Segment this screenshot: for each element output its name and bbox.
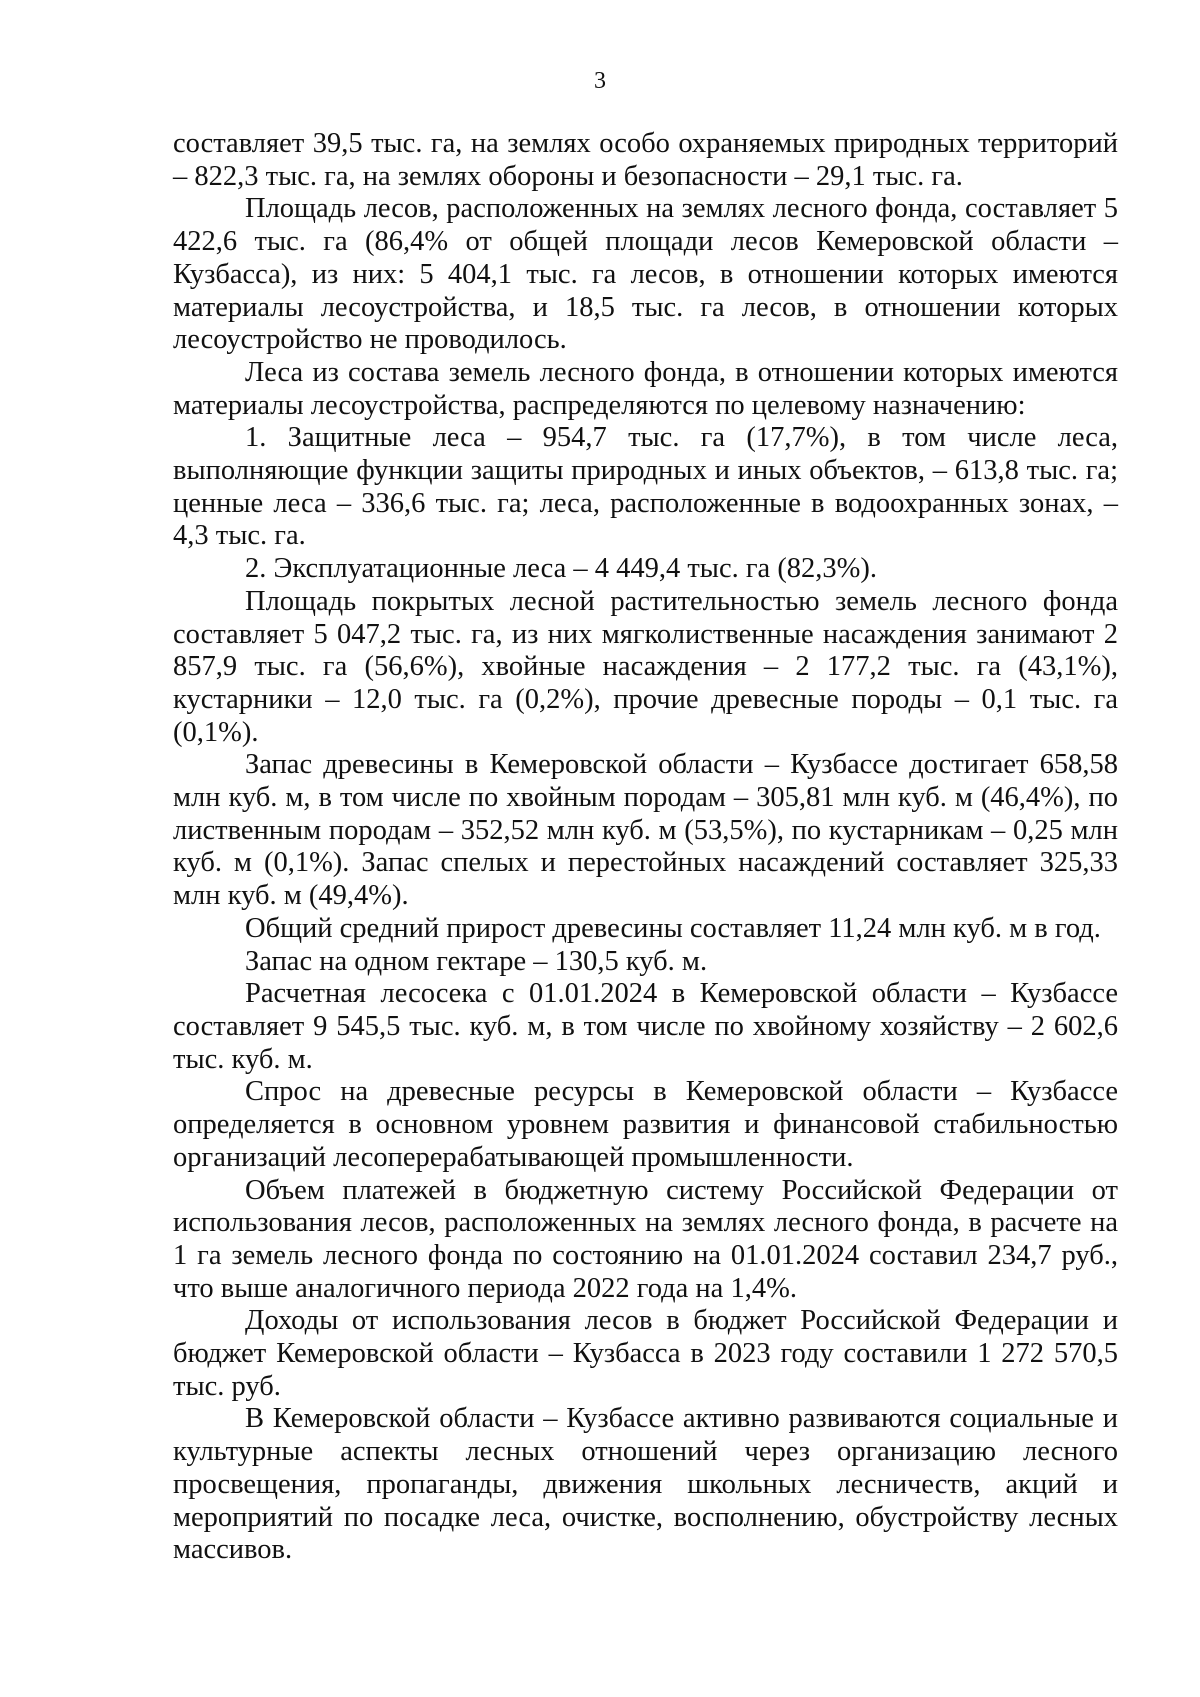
paragraph-timber-demand: Спрос на древесные ресурсы в Кемеровской области – Кузбассе определяется в основном уровнем развития и финансовой стабильностью организаций лесоперерабатывающей промышленности. bbox=[173, 1076, 1118, 1173]
paragraph-budget-payments: Объем платежей в бюджетную систему Российской Федерации от использования лесов, расположенных на землях лесного фонда, в расчете на 1 га земель лесного фонда по состоянию на 01.01.2024 составил 234,7 руб., что выше аналогичного периода 2022 года на 1,4%. bbox=[173, 1174, 1118, 1304]
page-number: 3 bbox=[594, 68, 606, 94]
paragraph-allowable-cut: Расчетная лесосека с 01.01.2024 в Кемеровской области – Кузбассе составляет 9 545,5 тыс. куб. м, в том числе по хвойному хозяйству – 2 602,6 тыс. куб. м. bbox=[173, 978, 1118, 1075]
paragraph-annual-growth: Общий средний прирост древесины составляет 11,24 млн куб. м в год. bbox=[245, 912, 1101, 944]
paragraph-protective-forests: 1. Защитные леса – 954,7 тыс. га (17,7%), в том числе леса, выполняющие функции защиты природных и иных объектов, – 613,8 тыс. га; ценные леса – 336,6 тыс. га; леса, расположенные в водоохранных зонах, – 4,3 тыс. га. bbox=[173, 422, 1118, 552]
paragraph-timber-stock: Запас древесины в Кемеровской области – Кузбассе достигает 658,58 млн куб. м, в том числе по хвойным породам – 305,81 млн куб. м (46,4%), по лиственным породам – 352,52 млн куб. м (53,5%), по кустарникам – 0,25 млн куб. м (0,1%). Запас спелых и перестойных насаждений составляет 325,33 млн куб. м (49,4%). bbox=[173, 749, 1118, 912]
paragraph-social-aspects: В Кемеровской области – Кузбассе активно развиваются социальные и культурные аспекты лесных отношений через организацию лесного просвещения, пропаганды, движения школьных лесничеств, акций и мероприятий по посадке леса, очистке, восполнению, обустройству лесных массивов. bbox=[173, 1403, 1118, 1566]
paragraph-forest-income: Доходы от использования лесов в бюджет Российской Федерации и бюджет Кемеровской области – Кузбасса в 2023 году составили 1 272 570,5 тыс. руб. bbox=[173, 1305, 1118, 1402]
paragraph-purpose-intro: Леса из состава земель лесного фонда, в отношении которых имеются материалы лесоустройства, распределяются по целевому назначению: bbox=[173, 356, 1118, 421]
paragraph-production-forests: 2. Эксплуатационные леса – 4 449,4 тыс. га (82,3%). bbox=[245, 553, 878, 585]
paragraph-forest-area: Площадь лесов, расположенных на землях лесного фонда, составляет 5 422,6 тыс. га (86,4% от общей площади лесов Кемеровской области – Кузбасса), из них: 5 404,1 тыс. га лесов, в отношении которых имеются материалы лесоустройства, и 18,5 тыс. га лесов, в отношении которых лесоустройство не проводилось. bbox=[173, 193, 1118, 356]
paragraph-stock-per-hectare: Запас на одном гектаре – 130,5 куб. м. bbox=[245, 945, 708, 977]
document-body bbox=[173, 128, 1118, 1567]
paragraph-covered-area: Площадь покрытых лесной растительностью земель лесного фонда составляет 5 047,2 тыс. га, из них мягколиственные насаждения занимают 2 857,9 тыс. га (56,6%), хвойные насаждения – 2 177,2 тыс. га (43,1%), кустарники – 12,0 тыс. га (0,2%), прочие древесные породы – 0,1 тыс. га (0,1%). bbox=[173, 585, 1118, 748]
paragraph-continued: составляет 39,5 тыс. га, на землях особо охраняемых природных территорий – 822,3 тыс. га, на землях обороны и безопасности – 29,1 тыс. га. bbox=[173, 128, 1118, 192]
